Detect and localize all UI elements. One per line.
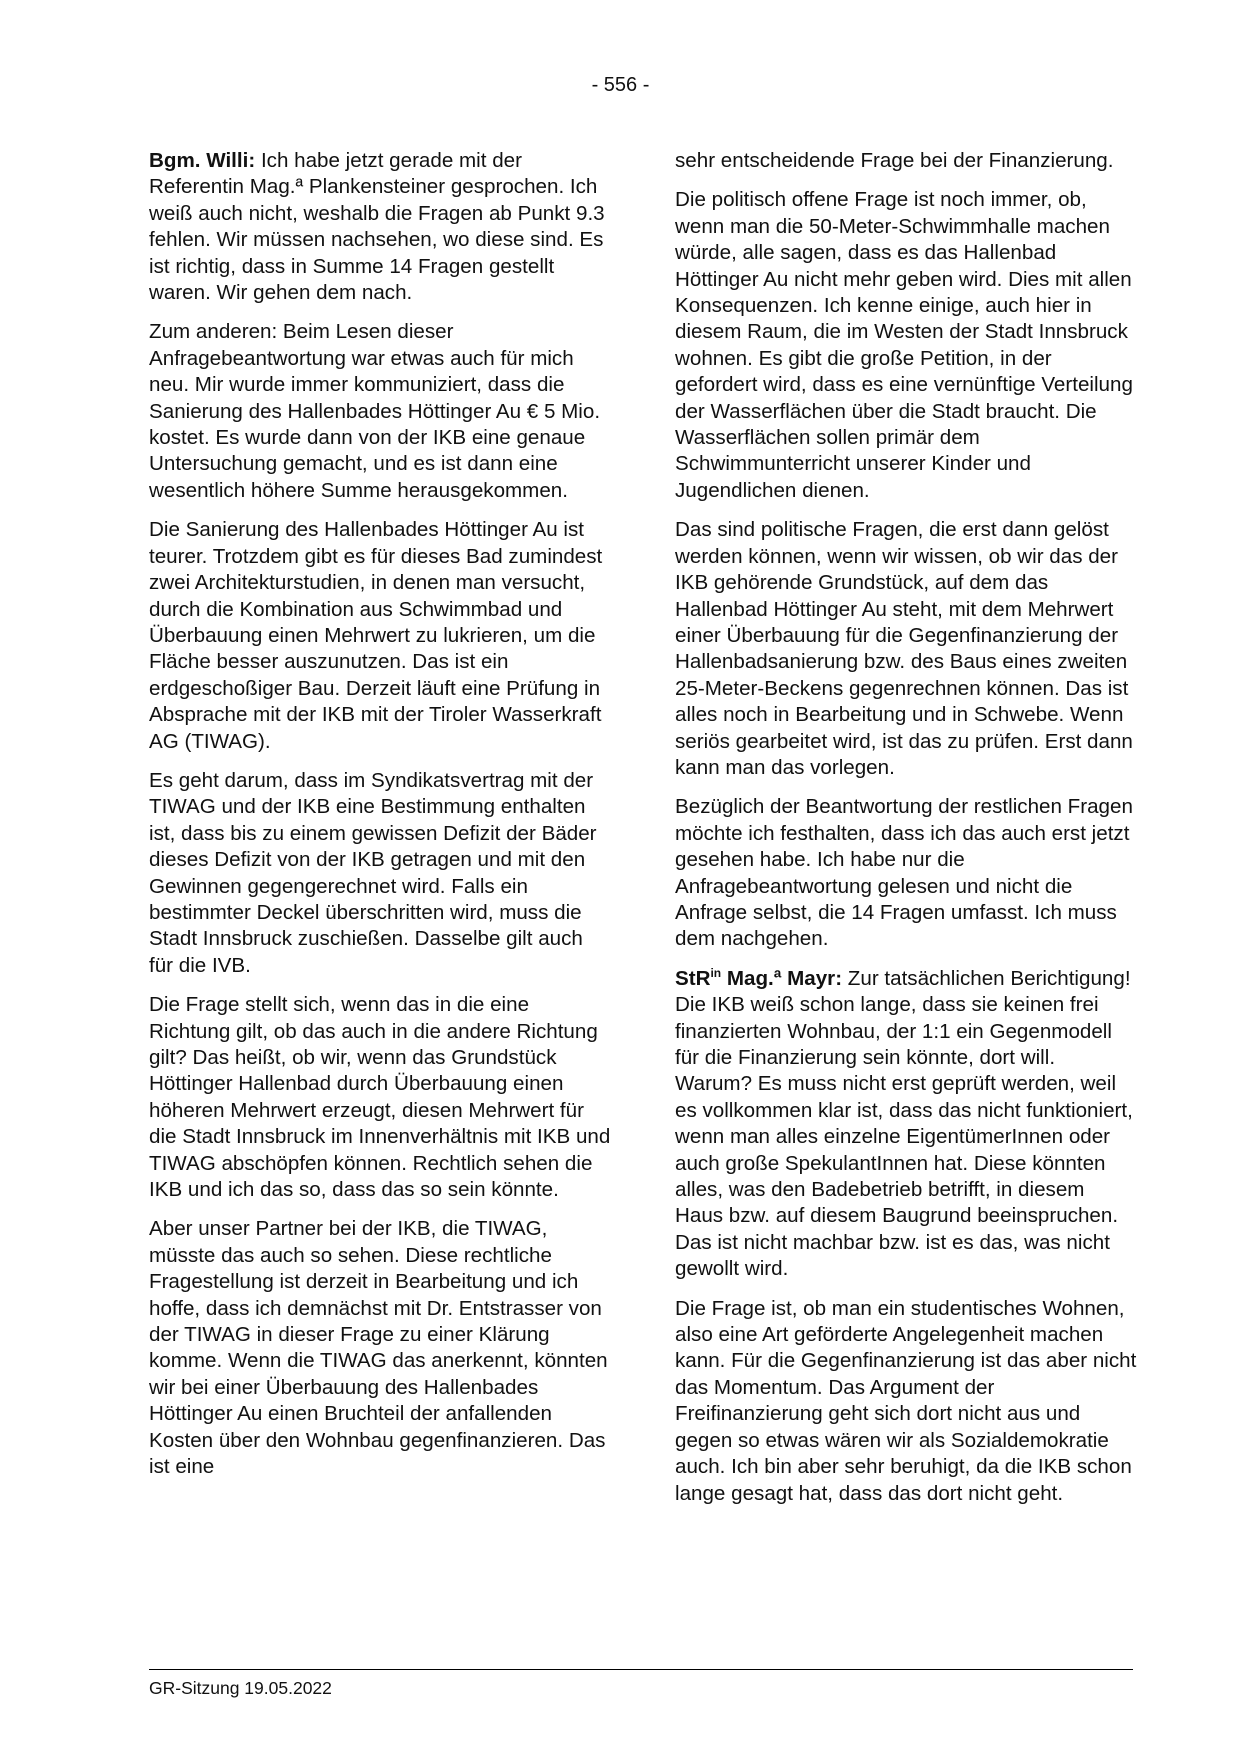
paragraph: Die politisch offene Frage ist noch immer, ob, wenn man die 50-Meter-Schwimmhalle machen würde, alle sagen, dass es das Hallenbad Höttinger Au nicht mehr geben wird. Dies mit allen Konsequenzen. Ich kenne einige, auch hier in diesem Raum, die im Westen der Stadt Innsbruck wohnen. Es gibt die große Petition, in der gefordert wird, dass es eine vernünftige Verteilung der Wasserflächen über die Stadt braucht. Die Wasserflächen sollen primär dem Schwimmunterricht unserer Kinder und Jugendlichen dienen. xyxy=(675,188,1133,502)
paragraph: Bezüglich der Beantwortung der restlichen Fragen möchte ich festhalten, dass ich das auch erst jetzt gesehen habe. Ich habe nur die Anfragebeantwortung gelesen und nicht die Anfrage selbst, die 14 Fragen umfasst. Ich muss dem nachgehen. xyxy=(675,795,1133,951)
paragraph xyxy=(675,966,1137,1283)
paragraph: Die Frage stellt sich, wenn das in die eine Richtung gilt, ob das auch in die andere Richtung gilt? Das heißt, ob wir, wenn das Grundstück Höttinger Hallenbad durch Überbauung einen höheren Mehrwert erzeugt, diesen Mehrwert für die Stadt Innsbruck im Innenverhältnis mit IKB und TIWAG abschöpfen können. Rechtlich sehen die IKB und ich das so, dass das so sein könnte. xyxy=(149,993,611,1202)
paragraph: Das sind politische Fragen, die erst dann gelöst werden können, wenn wir wissen, ob wir das der IKB gehörende Grundstück, auf dem das Hallenbad Höttinger Au steht, mit dem Mehrwert einer Überbauung für die Gegenfinanzierung der Hallenbadsanierung bzw. des Baus eines zweiten 25-Meter-Beckens gegenrechnen können. Das ist alles noch in Bearbeitung und in Schwebe. Wenn seriös gearbeitet wird, ist das zu prüfen. Erst dann kann man das vorlegen. xyxy=(675,518,1133,779)
speaker-title-superscript: in xyxy=(710,965,722,980)
paragraph-text: Zur tatsächlichen Berichtigung! Die IKB weiß schon lange, dass sie keinen frei finanzierten Wohnbau, der 1:1 ein Gegenmodell für die Finanzierung sein könnte, dort will. Warum? Es muss nicht erst geprüft werden, weil es vollkommen klar ist, dass das nicht funktioniert, wenn man alles einzelne EigentümerInnen oder auch große SpekulantInnen hat. Diese könnten alles, was den Badebetrieb betrifft, in diesem Haus bzw. auf diesem Baugrund beeinspruchen. Das ist nicht machbar bzw. ist es das, was nicht gewollt wird. xyxy=(675,966,1133,1281)
speaker-name-rest: Mag.ª Mayr: xyxy=(721,966,843,990)
paragraph: Die Frage ist, ob man ein studentisches Wohnen, also eine Art geförderte Angelegenheit machen kann. Für die Gegenfinanzierung ist das aber nicht das Momentum. Das Argument der Freifinanzierung geht sich dort nicht aus und gegen so etwas wären wir als Sozialdemokratie auch. Ich bin aber sehr beruhigt, da die IKB schon lange gesagt hat, dass das dort nicht geht. xyxy=(675,1296,1137,1505)
speaker-name: Bgm. Willi: xyxy=(149,149,256,172)
paragraph: sehr entscheidende Frage bei der Finanzierung. xyxy=(675,149,1114,172)
speaker-title: StR xyxy=(675,966,711,990)
paragraph xyxy=(149,148,611,306)
paragraph: Aber unser Partner bei der IKB, die TIWAG, müsste das auch so sehen. Diese rechtliche Fragestellung ist derzeit in Bearbeitung und ich hoffe, dass ich demnächst mit Dr. Entstrasser von der TIWAG in dieser Frage zu einer Klärung komme. Wenn die TIWAG das anerkennt, könnten wir bei einer Überbauung des Hallenbades Höttinger Au einen Bruchteil der anfallenden Kosten über den Wohnbau gegenfinanzieren. Das ist eine xyxy=(149,1217,608,1479)
speaker-name xyxy=(675,967,842,990)
footer-session-date: GR-Sitzung 19.05.2022 xyxy=(149,1678,332,1698)
page-number: - 556 - xyxy=(591,74,650,96)
paragraph: Die Sanierung des Hallenbades Höttinger Au ist teurer. Trotzdem gibt es für dieses Bad zumindest zwei Architekturstudien, in denen man versucht, durch die Kombination aus Schwimmbad und Überbauung einen Mehrwert zu lukrieren, um die Fläche besser auszunutzen. Das ist ein erdgeschoßiger Bau. Derzeit läuft eine Prüfung in Absprache mit der IKB mit der Tiroler Wasserkraft AG (TIWAG). xyxy=(149,518,603,753)
left-column xyxy=(149,148,611,1494)
paragraph: Zum anderen: Beim Lesen dieser Anfragebeantwortung war etwas auch für mich neu. Mir wurde immer kommuniziert, dass die Sanierung des Hallenbades Höttinger Au € 5 Mio. kostet. Es wurde dann von der IKB eine genaue Untersuchung gemacht, und es ist dann eine wesentlich höhere Summe herausgekommen. xyxy=(149,320,601,502)
paragraph-text: Ich habe jetzt gerade mit der Referentin Mag.ª Plankensteiner gesprochen. Ich weiß auch nicht, weshalb die Fragen ab Punkt 9.3 fehlen. Wir müssen nachsehen, wo diese sind. Es ist richtig, dass in Summe 14 Fragen gestellt waren. Wir gehen dem nach. xyxy=(149,149,605,305)
footer-divider xyxy=(149,1669,1133,1670)
paragraph: Es geht darum, dass im Syndikatsvertrag mit der TIWAG und der IKB eine Bestimmung enthalten ist, dass bis zu einem gewissen Defizit der Bäder dieses Defizit von der IKB getragen und mit den Gewinnen gegengerechnet wird. Falls ein bestimmter Deckel überschritten wird, muss die Stadt Innsbruck zuschießen. Dasselbe gilt auch für die IVB. xyxy=(149,768,597,977)
right-column xyxy=(675,148,1137,1520)
